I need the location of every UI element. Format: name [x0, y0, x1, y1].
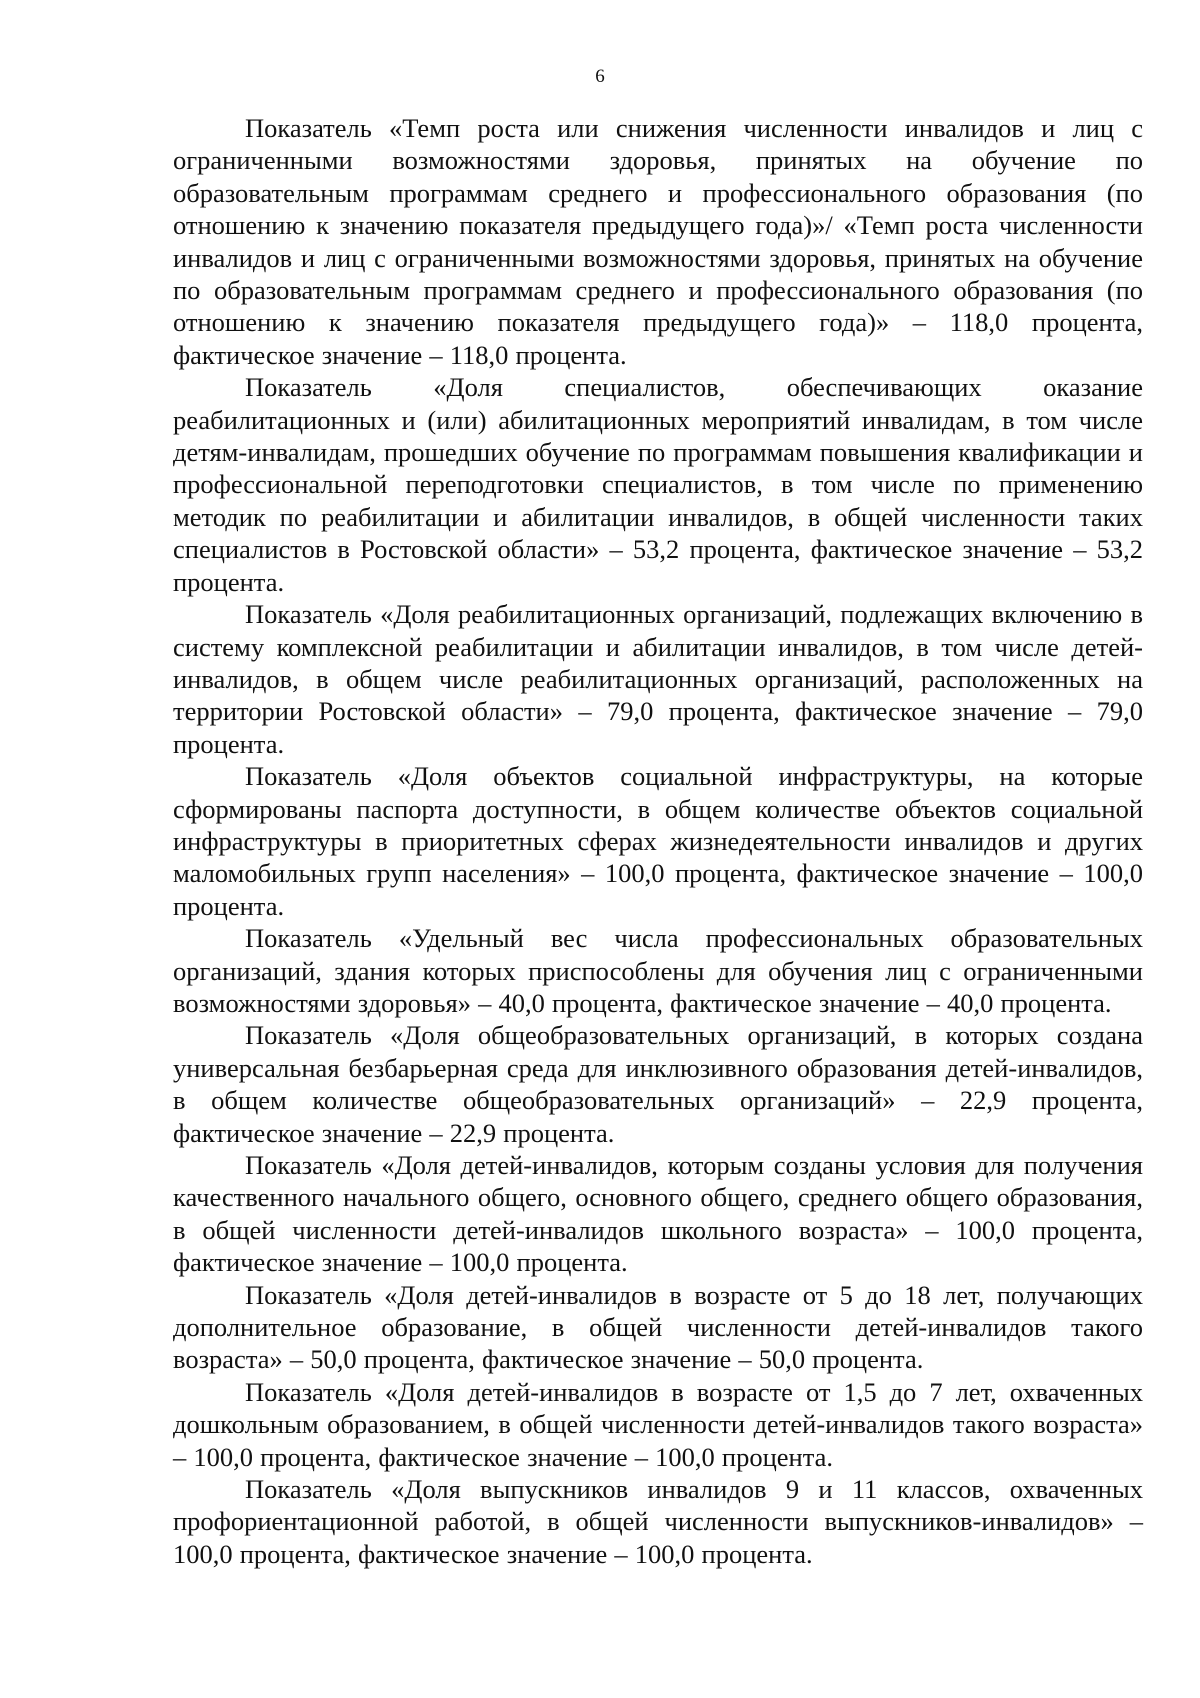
paragraph-dolya-vypusknikov: Показатель «Доля выпускников инвалидов 9 и 11 классов, охваченных профориентационной работой, в общей численности выпускников-инвалидов» – 100,0 процента, фактическое значение – 100,0 процента.	[173, 1474, 1143, 1569]
paragraph-dolya-detey-dopolnitelnoe: Показатель «Доля детей-инвалидов в возрасте от 5 до 18 лет, получающих дополнительное образование, в общей численности детей-инвалидов такого возраста» – 50,0 процента, фактическое значение – 50,0 процента.	[173, 1279, 1143, 1375]
paragraph-udelny-ves-organizaciy: Показатель «Удельный вес числа профессиональных образовательных организаций, здания которых приспособлены для обучения лиц с ограниченными возможностями здоровья» – 40,0 процента, фактическое значение – 40,0 процента.	[173, 923, 1143, 1018]
paragraph-dolya-obektov-infrastruktury: Показатель «Доля объектов социальной инфраструктуры, на которые сформированы паспорта доступности, в общем количестве объектов социальной инфраструктуры в приоритетных сферах жизнедеятельности инвалидов и других маломобильных групп населения» – 100,0 процента, фактическое значение – 100,0 процента.	[173, 761, 1143, 921]
paragraph-temp-rosta: Показатель «Темп роста или снижения численности инвалидов и лиц с ограниченными возможностями здоровья, принятых на обучение по образовательным программам среднего и профессионального образования (по отношению к значению показателя предыдущего года)»/ «Темп роста численности инвалидов и лиц с ограниченными возможностями здоровья, принятых на обучение по образовательным программам среднего и профессионального образования (по отношению к значению показателя предыдущего года)» – 118,0 процента, фактическое значение – 118,0 процента.	[173, 113, 1143, 370]
paragraph-dolya-specialistov: Показатель «Доля специалистов, обеспечивающих оказание реабилитационных и (или) абилитационных мероприятий инвалидам, в том числе детям-инвалидам, прошедших обучение по программам повышения квалификации и профессиональной переподготовки специалистов, в том числе по применению методик по реабилитации и абилитации инвалидов, в общей численности таких специалистов в Ростовской области» – 53,2 процента, фактическое значение – 53,2 процента.	[173, 372, 1143, 597]
paragraph-dolya-reabilitacionnyh-organizaciy: Показатель «Доля реабилитационных организаций, подлежащих включению в систему комплексной реабилитации и абилитации инвалидов, в том числе детей-инвалидов, в общем числе реабилитационных организаций, расположенных на территории Ростовской области» – 79,0 процента, фактическое значение – 79,0 процента.	[173, 599, 1143, 759]
document-body	[173, 112, 1143, 1570]
page-number: 6	[595, 66, 605, 87]
paragraph-dolya-obsheobrazovatelnyh: Показатель «Доля общеобразовательных организаций, в которых создана универсальная безбарьерная среда для инклюзивного образования детей-инвалидов, в общем количестве общеобразовательных организаций» – 22,9 процента, фактическое значение – 22,9 процента.	[173, 1020, 1143, 1148]
paragraph-dolya-detey-shkolnogo-vozrasta: Показатель «Доля детей-инвалидов, которым созданы условия для получения качественного начального общего, основного общего, среднего общего образования, в общей численности детей-инвалидов школьного возраста» – 100,0 процента, фактическое значение – 100,0 процента.	[173, 1150, 1143, 1278]
paragraph-dolya-detey-doshkolnoe: Показатель «Доля детей-инвалидов в возрасте от 1,5 до 7 лет, охваченных дошкольным образованием, в общей численности детей-инвалидов такого возраста» – 100,0 процента, фактическое значение – 100,0 процента.	[173, 1376, 1143, 1472]
